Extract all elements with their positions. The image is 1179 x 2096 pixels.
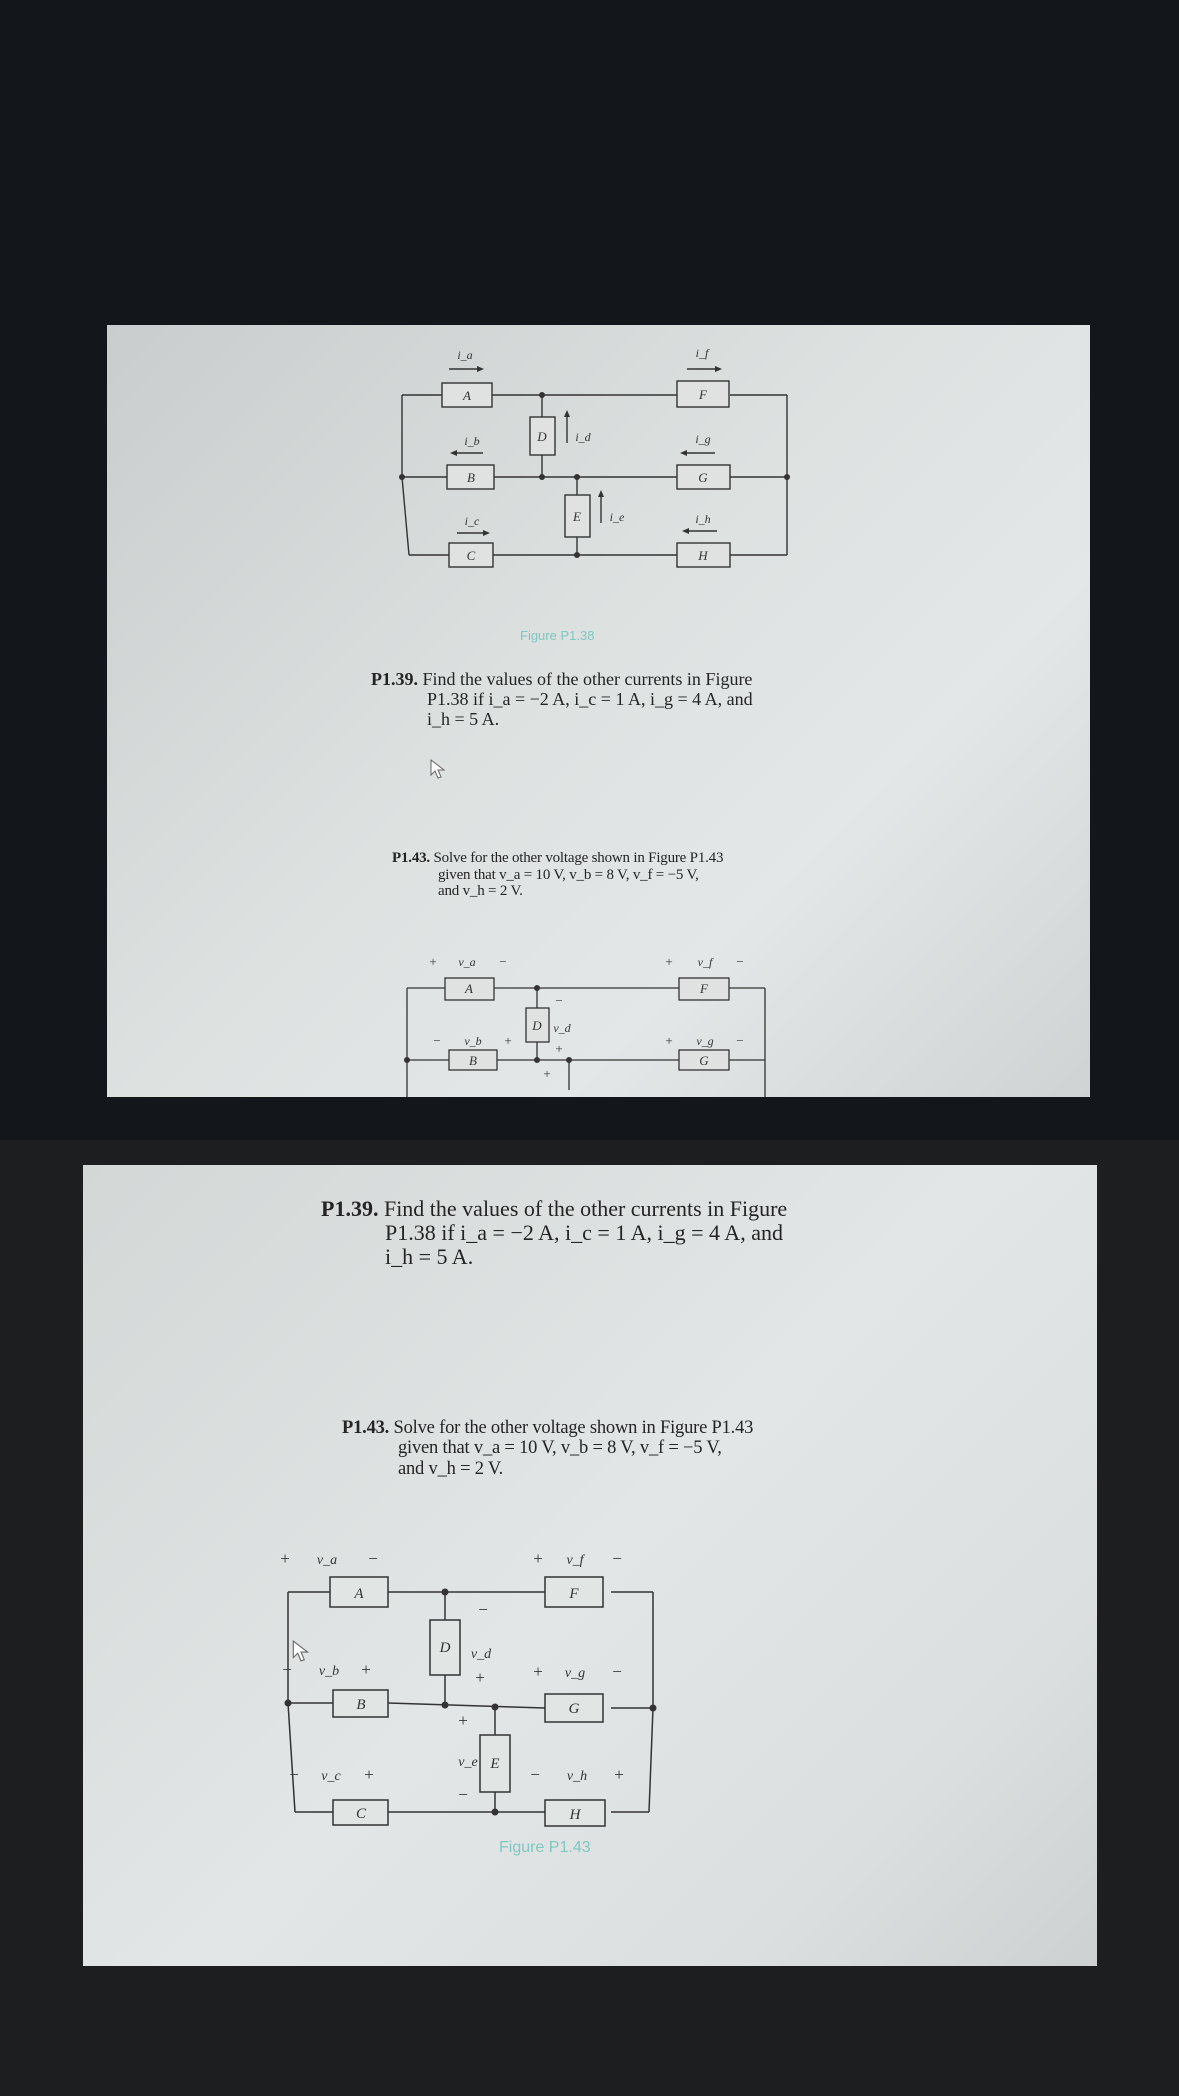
minus-sign: − [458,1785,468,1804]
element-label-g: G [699,1053,709,1068]
voltage-label-vf: v_f [697,955,713,969]
minus-sign: − [612,1662,622,1681]
voltage-label-vg: v_g [564,1666,586,1681]
current-label-ih: i_h [695,512,711,526]
element-label-b: B [469,1053,477,1068]
element-label-a: A [463,388,471,403]
current-label-ig: i_g [695,432,711,446]
element-label-d: D [532,1018,542,1033]
problem-text-line-1: Find the values of the other currents in Figure [422,669,753,689]
minus-sign: − [612,1549,622,1568]
element-label-h: H [698,548,708,563]
circuit-figure-p1-38 [387,345,867,645]
voltage-label-va: v_a [316,1553,338,1568]
element-label-d: D [537,429,547,444]
plus-sign: + [665,1033,673,1048]
plus-sign: + [429,954,437,969]
circuit-figure-p1-43 [273,1540,853,1860]
minus-sign: − [478,1600,488,1619]
problem-text-line-3: and v_h = 2 V. [398,1458,504,1479]
plus-sign: + [614,1765,624,1784]
voltage-label-ve: v_e [458,1755,478,1770]
minus-sign: − [282,1660,292,1679]
problem-text-line-3: i_h = 5 A. [385,1244,474,1270]
voltage-label-vh: v_h [566,1769,588,1784]
element-label-c: C [466,548,476,563]
current-label-ib: i_b [464,434,480,448]
plus-sign: + [361,1660,371,1679]
element-label-a: A [465,981,473,996]
figure-caption-p1-43: Figure P1.43 [499,1839,591,1856]
plus-sign: + [533,1549,543,1568]
element-label-h: H [569,1807,581,1823]
element-label-c: C [355,1806,367,1822]
minus-sign: − [555,993,563,1008]
plus-sign: + [504,1033,512,1048]
element-label-g: G [568,1701,580,1717]
problem-text-line-1: Solve for the other voltage shown in Figure P1.43 [433,850,724,866]
minus-sign: − [736,1033,744,1048]
mouse-pointer-icon [430,759,446,779]
plus-sign: + [458,1711,468,1730]
problem-p1-39 [321,1197,881,1270]
element-label-e: E [490,1756,500,1772]
element-label-f: F [700,981,708,996]
minus-sign: − [530,1765,540,1784]
mouse-pointer-icon [292,1640,310,1662]
problem-p1-43 [342,1418,842,1479]
problem-number: P1.43. [342,1418,390,1438]
figure-caption-p1-38: Figure P1.38 [520,628,595,643]
plus-sign: + [555,1041,563,1056]
current-label-id: i_d [575,430,591,444]
current-label-ia: i_a [457,348,473,362]
voltage-label-vd: v_d [553,1021,571,1035]
plus-sign: + [533,1662,543,1681]
problem-text-line-2: P1.38 if i_a = −2 A, i_c = 1 A, i_g = 4 A, and [427,688,753,709]
plus-sign: + [475,1668,485,1687]
voltage-label-vg: v_g [696,1034,714,1048]
plus-sign: + [280,1549,290,1568]
problem-number: P1.39. [371,669,418,689]
current-label-ie: i_e [609,510,625,524]
minus-sign: − [433,1033,441,1048]
element-label-f: F [699,387,707,402]
problem-text-line-2: P1.38 if i_a = −2 A, i_c = 1 A, i_g = 4 A, and [385,1220,783,1246]
problem-text-line-2: given that v_a = 10 V, v_b = 8 V, v_f = −5 V, [398,1438,722,1459]
problem-text-line-2: given that v_a = 10 V, v_b = 8 V, v_f = −5 V, [438,866,699,883]
element-label-b: B [467,470,475,485]
problem-text-line-1: Find the values of the other currents in Figure [383,1196,788,1221]
plus-sign: + [543,1066,551,1081]
textbook-photo-2 [83,1165,1097,1966]
plus-sign: + [665,954,673,969]
current-label-ic: i_c [464,514,480,528]
problem-text-line-3: and v_h = 2 V. [438,883,523,899]
problem-number: P1.43. [392,850,430,866]
minus-sign: − [736,954,744,969]
voltage-label-vf: v_f [566,1553,584,1568]
voltage-label-vb: v_b [464,1034,482,1048]
voltage-label-vd: v_d [470,1647,492,1662]
problem-text-line-1: Solve for the other voltage shown in Figure P1.43 [393,1418,754,1438]
element-label-a: A [354,1586,364,1602]
problem-p1-39 [371,670,811,729]
problem-p1-43 [392,850,812,900]
element-label-b: B [356,1697,366,1713]
minus-sign: − [368,1549,378,1568]
textbook-photo-1 [107,325,1090,1097]
element-label-e: E [573,509,581,524]
element-label-f: F [569,1586,579,1602]
problem-number: P1.39. [321,1196,379,1221]
voltage-label-vc: v_c [321,1769,341,1784]
problem-text-line-3: i_h = 5 A. [427,708,500,729]
circuit-figure-p1-43-partial [397,950,857,1097]
voltage-label-vb: v_b [318,1664,340,1679]
plus-sign: + [364,1765,374,1784]
current-label-if: i_f [695,346,709,360]
element-label-d: D [439,1640,451,1656]
voltage-label-va: v_a [458,955,476,969]
minus-sign: − [499,954,507,969]
minus-sign: − [289,1765,299,1784]
element-label-g: G [698,470,708,485]
